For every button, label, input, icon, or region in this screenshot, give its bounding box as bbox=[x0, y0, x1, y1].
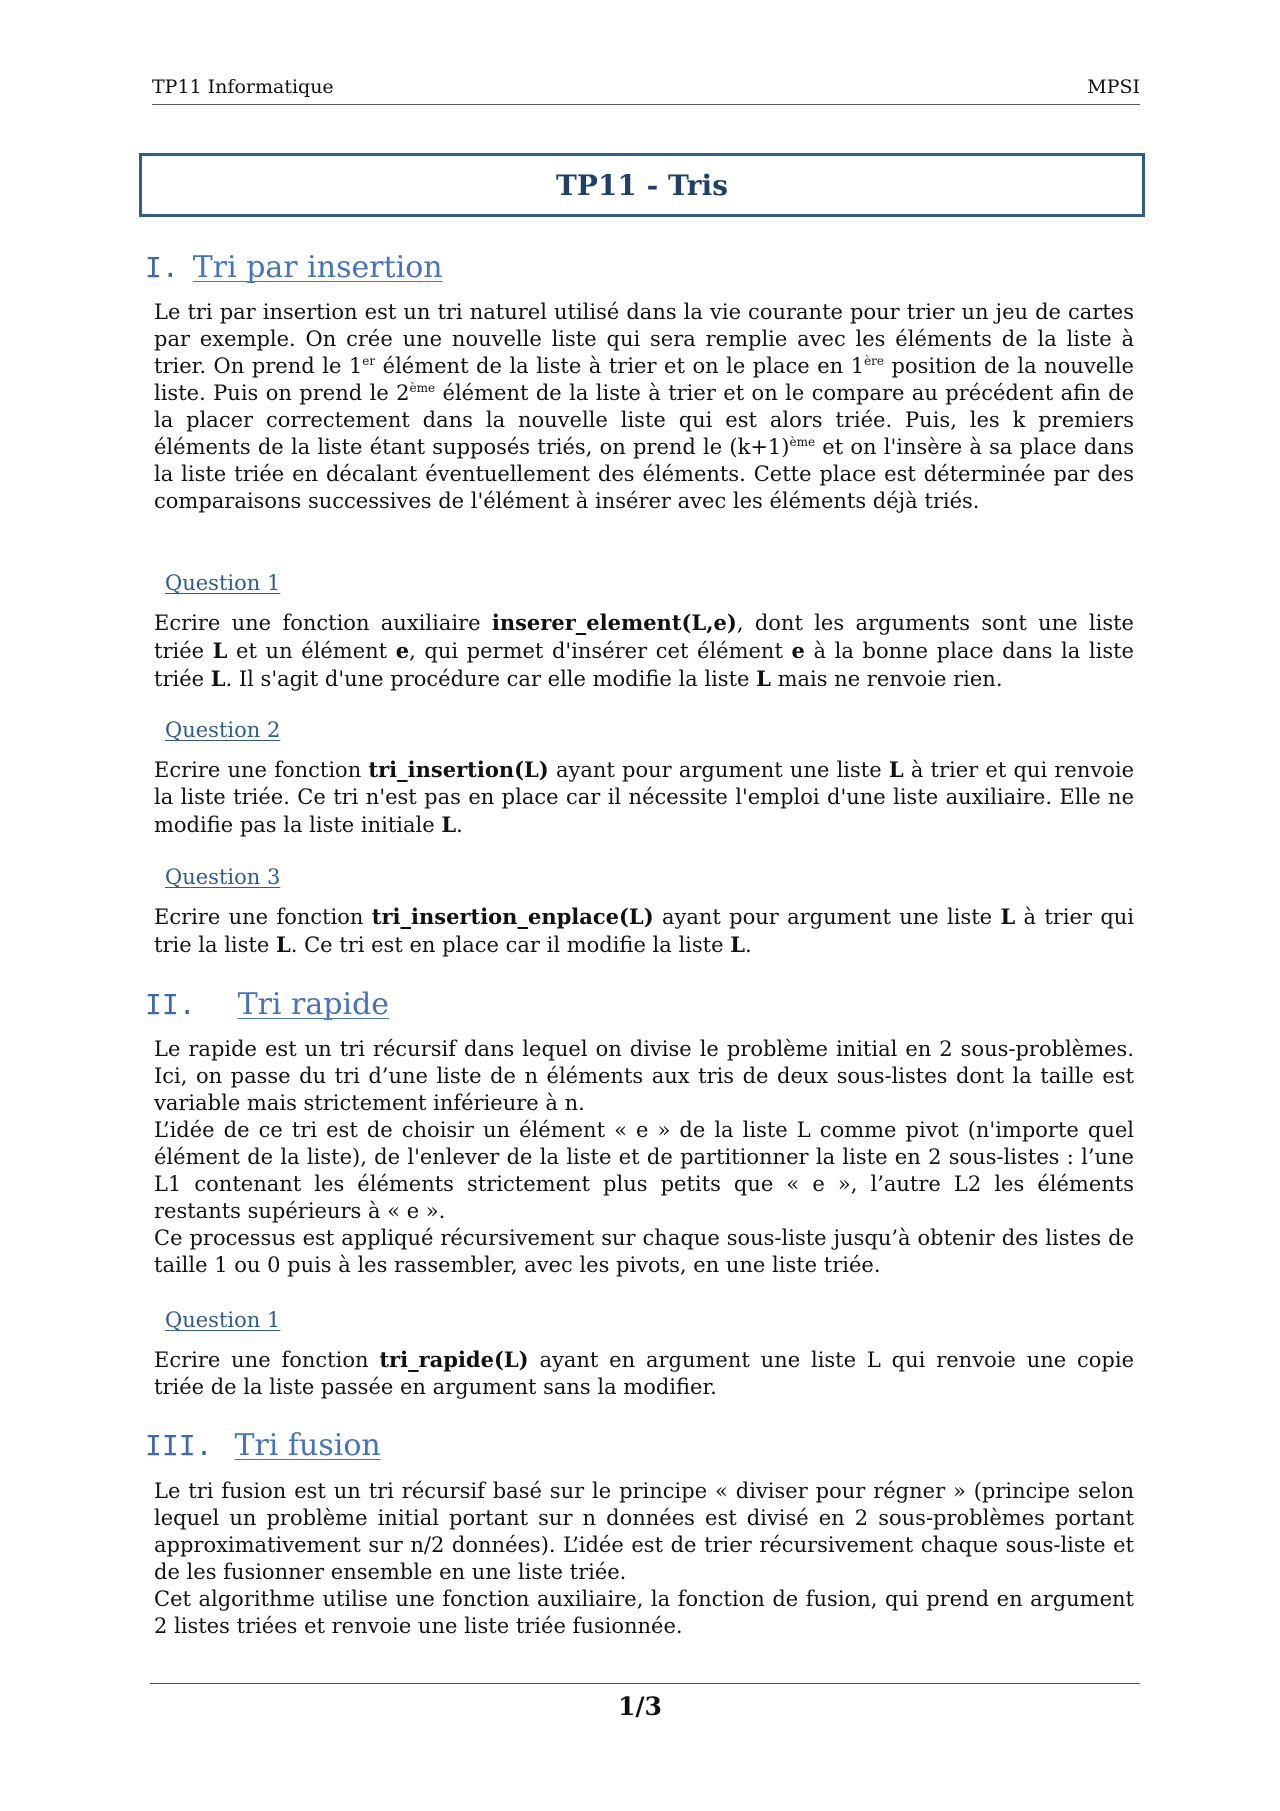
question-label: Question 3 bbox=[165, 865, 281, 889]
rapide-description bbox=[154, 1036, 1134, 1279]
question-text: Ecrire une fonction auxiliaire inserer_element(L,e), dont les arguments sont une liste triée L et un élément e, qui permet d'insérer cet élément e à la bonne place dans la liste triée L. Il s'agit d'une procédure car elle modifie la liste L mais ne renvoie rien. bbox=[154, 610, 1134, 691]
section-title: Tri par insertion bbox=[192, 250, 443, 285]
question-label: Question 1 bbox=[165, 571, 281, 595]
page-title: TP11 - Tris bbox=[556, 168, 728, 202]
question-text: Ecrire une fonction tri_insertion_enplace(L) ayant pour argument une liste L à trier qui trie la liste L. Ce tri est en place car il modifie la liste L. bbox=[154, 904, 1135, 957]
paragraph: Le tri fusion est un tri récursif basé sur le principe « diviser pour régner » (principe selon lequel un problème initial portant sur n données est divisé en 2 sous-problèmes portant approximativement sur n/2 données). L’idée est de trier récursivement chaque sous-liste et de les fusionner ensemble en une liste triée. bbox=[154, 1479, 1134, 1584]
section-title: Tri fusion bbox=[234, 1428, 381, 1463]
section-heading-insertion bbox=[145, 250, 443, 285]
question-text: Ecrire une fonction tri_rapide(L) ayant en argument une liste L qui renvoie une copie triée de la liste passée en argument sans la modifier. bbox=[154, 1347, 1135, 1399]
question-label: Question 1 bbox=[165, 1308, 281, 1332]
paragraph: Ce processus est appliqué récursivement sur chaque sous-liste jusqu’à obtenir des listes de taille 1 ou 0 puis à les rassembler, avec les pivots, en une liste triée. bbox=[154, 1226, 1134, 1277]
paragraph: L’idée de ce tri est de choisir un élément « e » de la liste L comme pivot (n'importe quel élément de la liste), de l'enlever de la liste et de partitionner la liste en 2 sous-listes : l’une L1 contenant les éléments strictement plus petits que « e », l’autre L2 les éléments restants supérieurs à « e ». bbox=[154, 1118, 1134, 1223]
paragraph: Cet algorithme utilise une fonction auxiliaire, la fonction de fusion, qui prend en argument 2 listes triées et renvoie une liste triée fusionnée. bbox=[154, 1587, 1134, 1638]
header-class: MPSI bbox=[1087, 76, 1140, 98]
section-title: Tri rapide bbox=[237, 987, 390, 1022]
title-box bbox=[139, 153, 1145, 217]
page-header bbox=[152, 76, 1140, 105]
paragraph: Le rapide est un tri récursif dans lequel on divise le problème initial en 2 sous-problèmes. Ici, on passe du tri d’une liste de n éléments aux tris de deux sous-listes dont la taille est variable mais strictement inférieure à n. bbox=[154, 1037, 1134, 1115]
footer-divider bbox=[150, 1683, 1140, 1684]
page-number: 1/3 bbox=[618, 1692, 662, 1721]
section-heading-rapide bbox=[145, 987, 389, 1022]
section-heading-fusion bbox=[145, 1428, 381, 1463]
question-text: Ecrire une fonction tri_insertion(L) ayant pour argument une liste L à trier et qui renvoie la liste triée. Ce tri n'est pas en place car il nécessite l'emploi d'une liste auxiliaire. Elle ne modifie pas la liste initiale L. bbox=[154, 757, 1134, 837]
section-number: III. bbox=[145, 1429, 213, 1462]
question-label: Question 2 bbox=[165, 718, 281, 742]
section-number: II. bbox=[145, 988, 196, 1021]
fusion-description bbox=[154, 1478, 1134, 1640]
insertion-intro-paragraph: Le tri par insertion est un tri naturel utilisé dans la vie courante pour trier un jeu de cartes par exemple. On crée une nouvelle liste qui sera remplie avec les éléments de la liste à trier. On prend le 1er élément de la liste à trier et on le place en 1ère position de la nouvelle liste. Puis on prend le 2ème élément de la liste à trier et on le compare au précédent afin de la placer correctement dans la nouvelle liste qui est alors triée. Puis, les k premiers éléments de la liste étant supposés triés, on prend le $(k+1)^{ème}$ et on l'insère à sa place dans la liste triée en décalant éventuellement des éléments. Cette place est déterminée par des comparaisons successives de l'élément à insérer avec les éléments déjà triés. bbox=[154, 300, 1134, 513]
header-course: TP11 Informatique bbox=[152, 76, 334, 98]
section-number: I. bbox=[145, 251, 179, 284]
